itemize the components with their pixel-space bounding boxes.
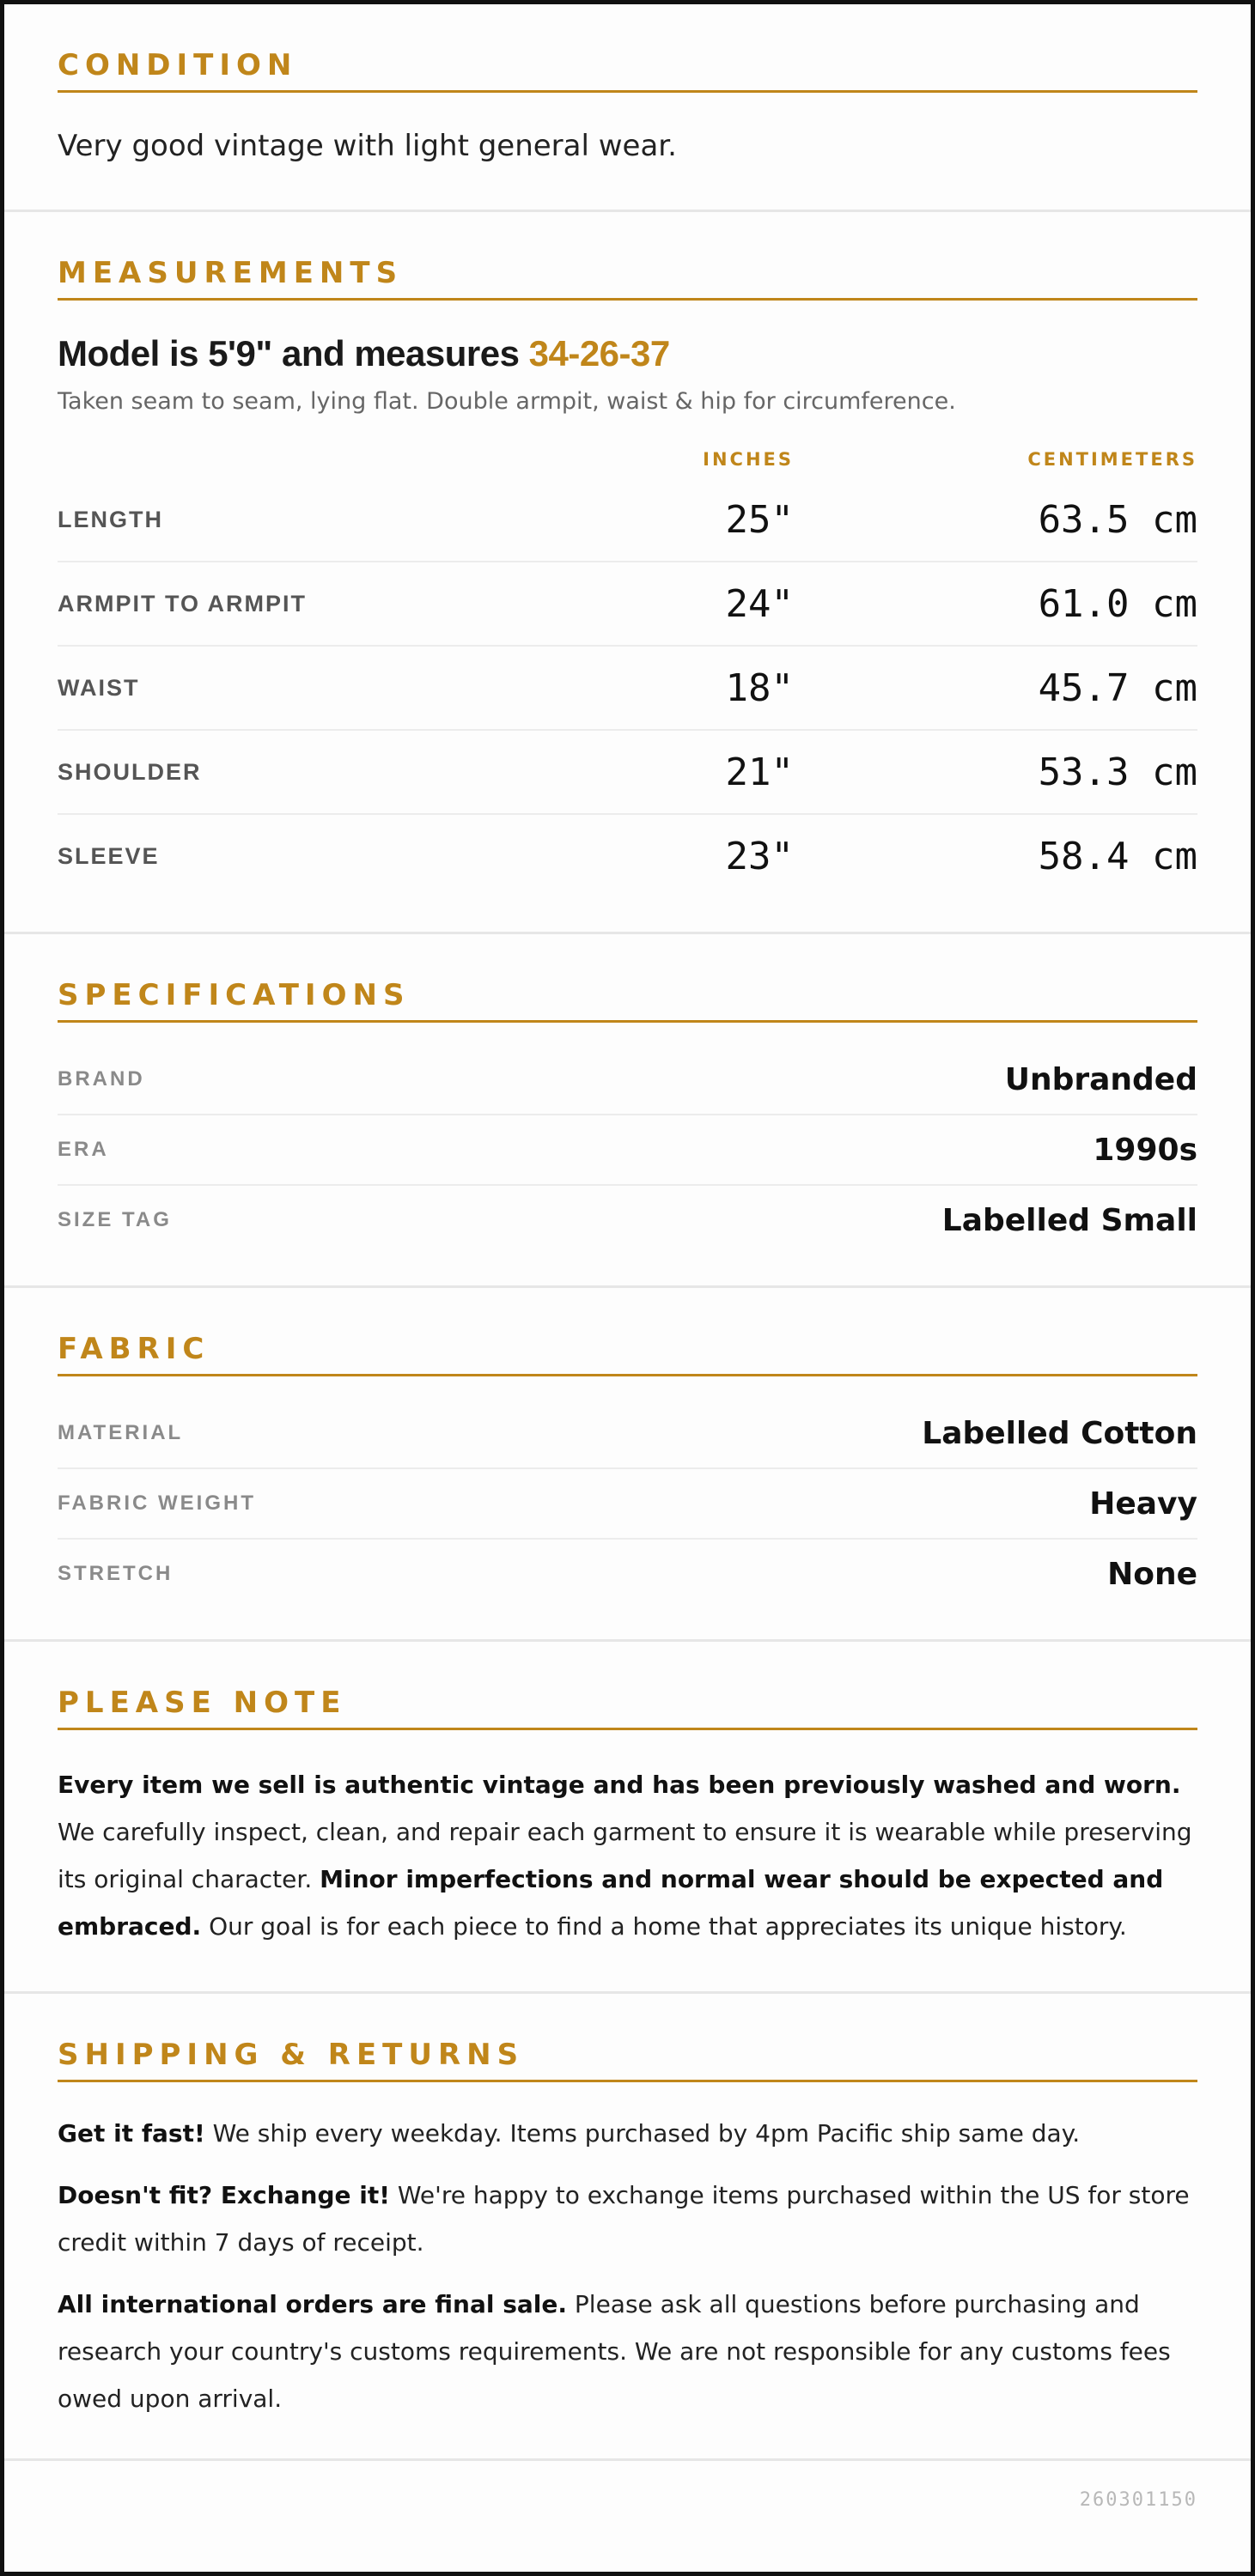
- measurement-row: [58, 731, 1197, 815]
- please-note-paragraph: [58, 1761, 1197, 1950]
- spec-value: Labelled Small: [941, 1202, 1197, 1238]
- measurement-inches: 18": [725, 665, 794, 710]
- spec-label: SIZE TAG: [58, 1208, 172, 1231]
- please-note-section: [4, 1642, 1251, 1994]
- sku-number: 260301150: [1079, 2488, 1197, 2511]
- measurements-table: [58, 440, 1197, 932]
- please-note-body: [58, 1730, 1197, 1991]
- measurement-cm: 58.4 cm: [1038, 834, 1197, 878]
- measurement-cm: 45.7 cm: [1038, 665, 1197, 710]
- note-bold-1: Every item we sell is authentic vintage and has been previously washed and worn.: [58, 1771, 1181, 1799]
- please-note-heading: PLEASE NOTE: [58, 1642, 1197, 1730]
- model-measurements-prefix: Model is 5'9" and measures: [58, 333, 529, 374]
- specifications-section: [4, 934, 1251, 1288]
- shipping-text: We ship every weekday. Items purchased by 4pm Pacific ship same day.: [204, 2119, 1081, 2148]
- fabric-row-stretch: [58, 1540, 1197, 1608]
- measurement-label: SHOULDER: [58, 758, 202, 785]
- measurements-section: [4, 212, 1251, 934]
- shipping-bold: All international orders are final sale.: [58, 2290, 568, 2318]
- fabric-heading: FABRIC: [58, 1288, 1197, 1376]
- measurement-inches: 25": [725, 497, 794, 542]
- fabric-row-material: [58, 1399, 1197, 1469]
- footer: [4, 2461, 1251, 2538]
- note-text-1: We carefully inspect, clean, and repair each garment to ensure it is wearable while preserving its original character.: [58, 1818, 1192, 1893]
- shipping-paragraph: [58, 2110, 1197, 2157]
- spec-label: BRAND: [58, 1067, 145, 1091]
- fabric-value: Heavy: [1089, 1485, 1197, 1522]
- spec-value: 1990s: [1093, 1132, 1197, 1168]
- note-text-2: Our goal is for each piece to find a home that appreciates its unique history.: [201, 1912, 1127, 1941]
- measurement-label: WAIST: [58, 674, 140, 701]
- shipping-text: We're happy to exchange items purchased within the US for store credit within 7 days of receipt.: [58, 2181, 1190, 2257]
- specifications-list: [58, 1023, 1197, 1285]
- shipping-paragraph: [58, 2172, 1197, 2266]
- shipping-text: Please ask all questions before purchasing and research your country's customs requirements. We are not responsible for any customs fees owed upon arrival.: [58, 2290, 1171, 2413]
- shipping-section: [4, 1994, 1251, 2461]
- inches-column-header: INCHES: [703, 449, 794, 470]
- measurement-label: ARMPIT TO ARMPIT: [58, 590, 307, 617]
- shipping-body: [58, 2082, 1197, 2458]
- spec-row-size-tag: [58, 1186, 1197, 1255]
- spec-value: Unbranded: [1004, 1061, 1197, 1097]
- measurement-inches: 21": [725, 750, 794, 794]
- spec-row-brand: [58, 1045, 1197, 1115]
- measurements-table-header: [58, 440, 1197, 478]
- shipping-paragraph: [58, 2281, 1197, 2422]
- fabric-label: FABRIC WEIGHT: [58, 1492, 256, 1515]
- spec-label: ERA: [58, 1138, 109, 1161]
- measurement-cm: 61.0 cm: [1038, 581, 1197, 626]
- centimeters-column-header: CENTIMETERS: [1027, 449, 1197, 470]
- fabric-row-weight: [58, 1469, 1197, 1540]
- shipping-heading: SHIPPING & RETURNS: [58, 1994, 1197, 2082]
- measurement-label: SLEEVE: [58, 842, 160, 869]
- model-measurements-value: 34-26-37: [528, 333, 670, 374]
- measurement-inches: 23": [725, 834, 794, 878]
- condition-section: [4, 4, 1251, 212]
- measurement-row: [58, 647, 1197, 731]
- shipping-bold: Get it fast!: [58, 2119, 205, 2148]
- condition-text: Very good vintage with light general wear.: [58, 129, 677, 163]
- measurements-heading: MEASUREMENTS: [58, 212, 1197, 301]
- spec-row-era: [58, 1115, 1197, 1186]
- measurement-inches: 24": [725, 581, 794, 626]
- specifications-heading: SPECIFICATIONS: [58, 934, 1197, 1023]
- measurement-row: [58, 815, 1197, 897]
- fabric-value: Labelled Cotton: [922, 1415, 1197, 1451]
- condition-heading: CONDITION: [58, 4, 1197, 93]
- fabric-label: STRETCH: [58, 1562, 174, 1585]
- measurement-row: [58, 478, 1197, 562]
- measurement-label: LENGTH: [58, 506, 163, 532]
- fabric-value: None: [1107, 1556, 1197, 1592]
- fabric-label: MATERIAL: [58, 1421, 184, 1444]
- measurement-method-note: Taken seam to seam, lying flat. Double armpit, waist & hip for circumference.: [58, 388, 956, 415]
- measurement-cm: 53.3 cm: [1038, 750, 1197, 794]
- shipping-bold: Doesn't fit? Exchange it!: [58, 2181, 390, 2209]
- measurement-row: [58, 562, 1197, 647]
- measurement-cm: 63.5 cm: [1038, 497, 1197, 542]
- fabric-section: [4, 1288, 1251, 1642]
- model-measurements: [58, 333, 1197, 374]
- fabric-list: [58, 1376, 1197, 1639]
- note-bold-2: Minor imperfections and normal wear should be expected and embraced.: [58, 1865, 1164, 1941]
